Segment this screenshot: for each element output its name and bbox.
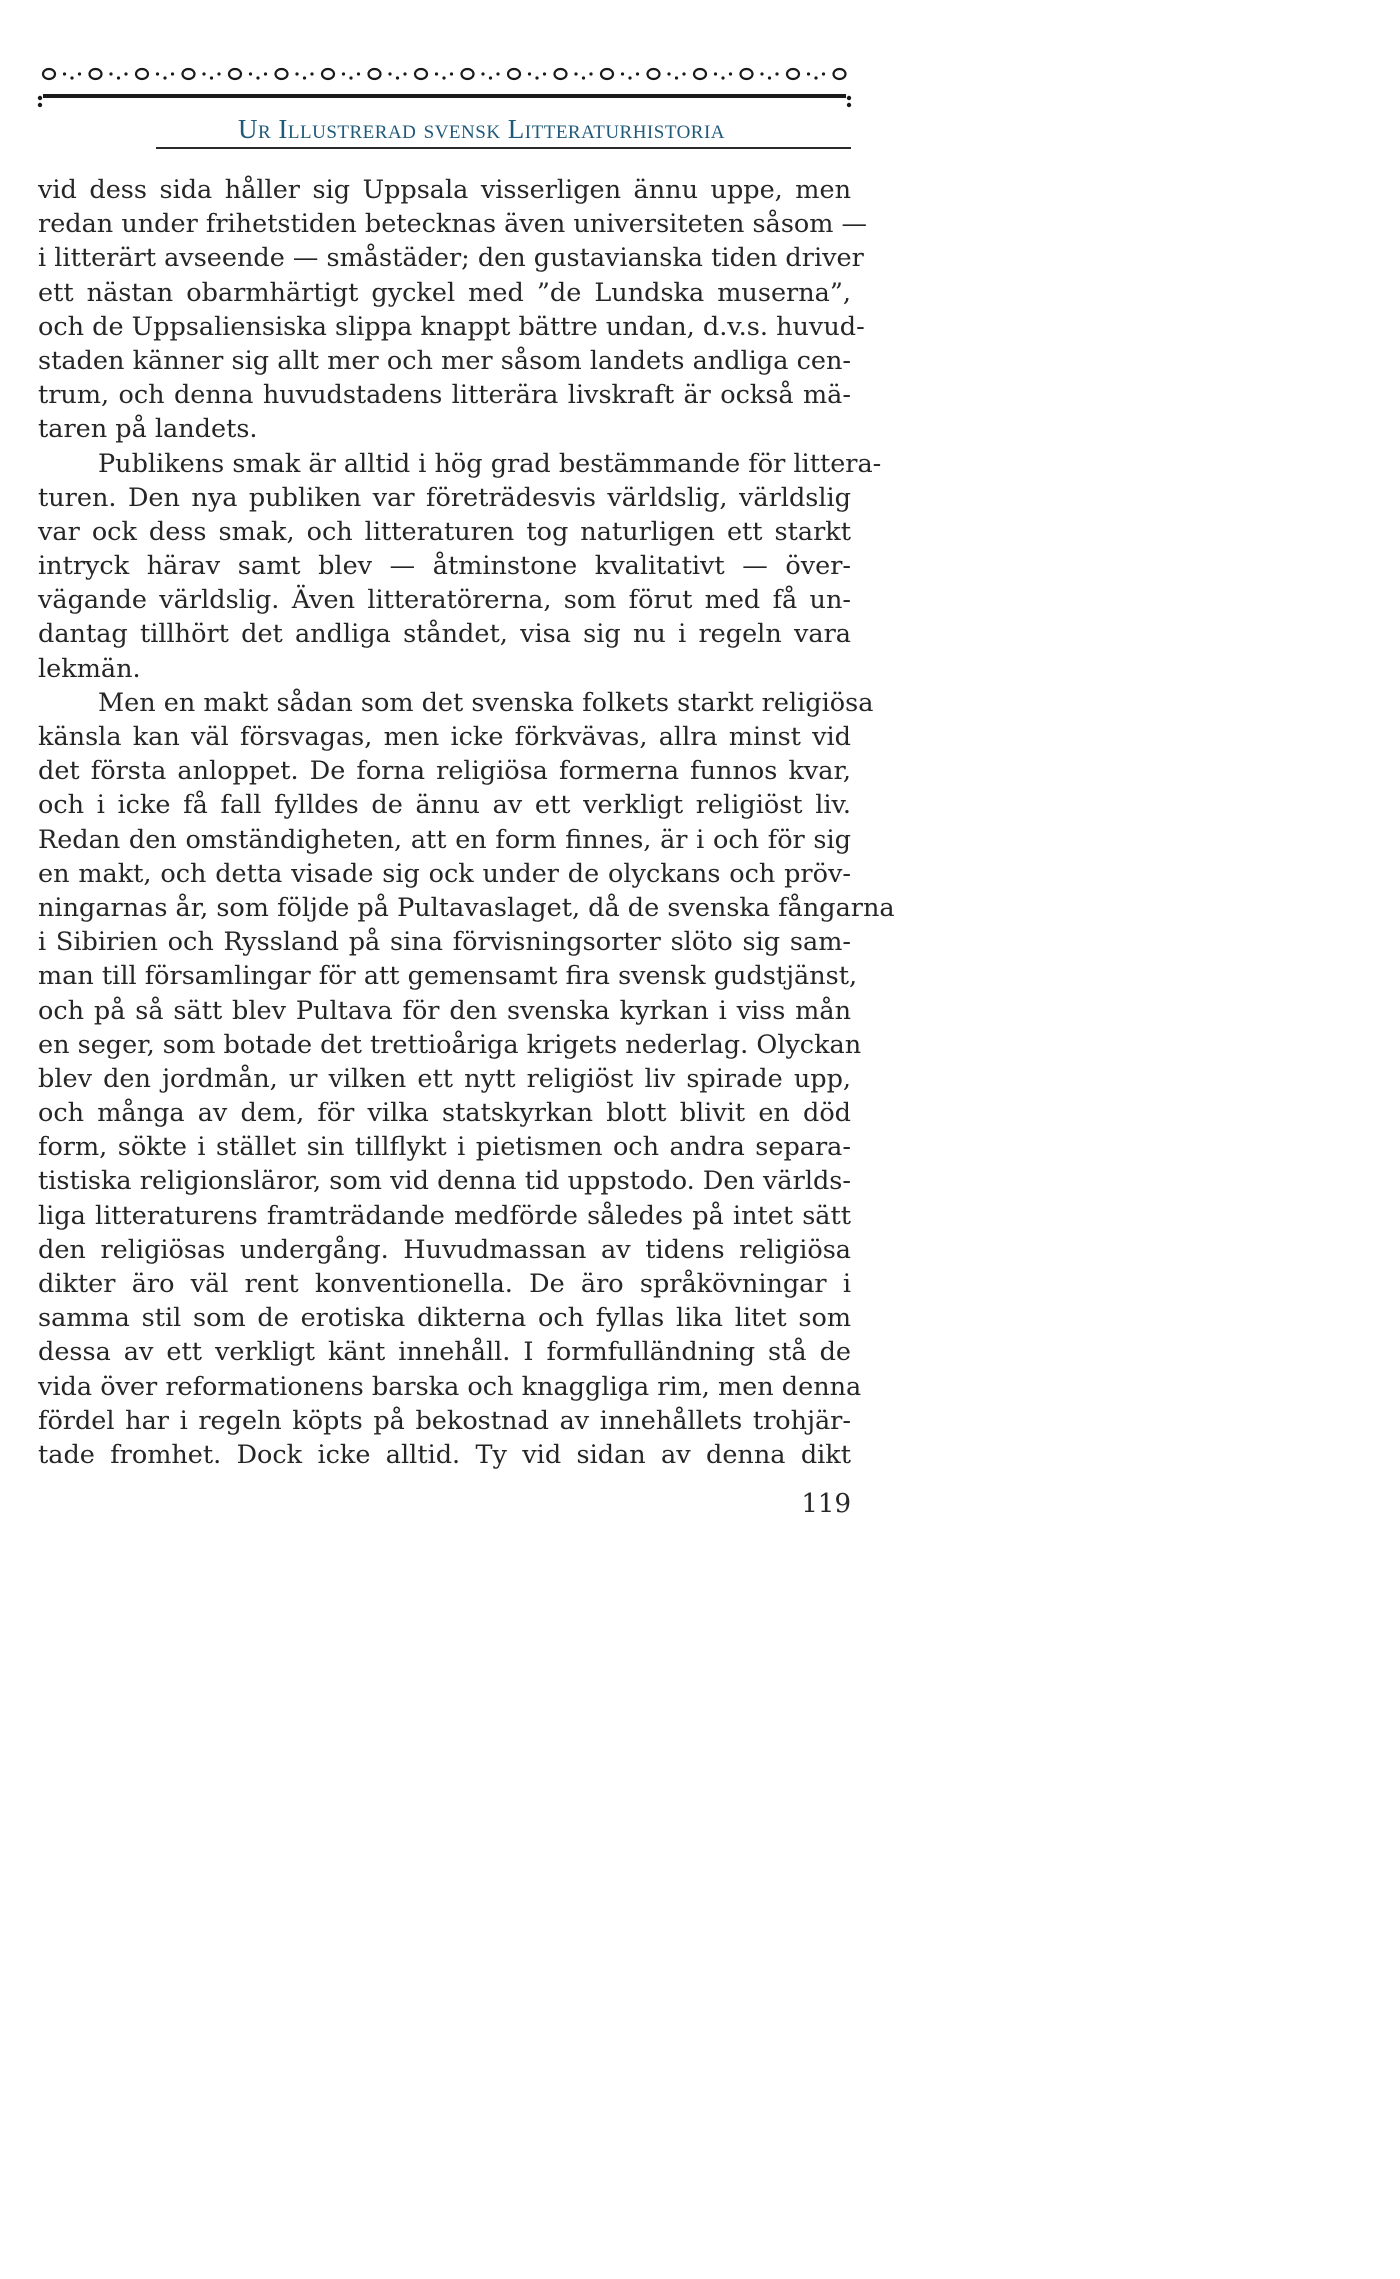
- ornament-dot: [217, 72, 220, 75]
- text-line: Publikens smak är alltid i hög grad bestämmande för littera-: [98, 448, 882, 479]
- ornament-dot: [729, 72, 732, 75]
- text-line: turen. Den nya publiken var företrädesvis världslig, världslig: [38, 482, 851, 513]
- ornament-ring: [183, 69, 195, 79]
- ornament-dot: [357, 72, 360, 75]
- running-head: Ur Illustrerad svensk Litteraturhistoria: [237, 114, 726, 144]
- text-line: man till församlingar för att gemensamt fira svensk gudstjänst,: [38, 961, 858, 992]
- ornament-dot: [760, 72, 763, 75]
- ornament-dot: [256, 76, 259, 79]
- text-line: vid dess sida håller sig Uppsala visserligen ännu uppe, men: [38, 175, 851, 205]
- ornament-dot: [535, 76, 538, 79]
- page-number: 119: [801, 1489, 851, 1519]
- ornament-dot: [496, 72, 499, 75]
- ornament-ring: [508, 69, 520, 79]
- ornament-dot: [807, 72, 810, 75]
- text-line: Redan den omständigheten, att en form finnes, är i och för sig: [38, 824, 851, 855]
- ornament-ring: [369, 69, 381, 79]
- ornament-dot: [202, 72, 205, 75]
- ornament-ring: [834, 69, 846, 79]
- text-line: det första anloppet. De forna religiösa formerna funnos kvar,: [38, 756, 851, 787]
- text-line: i Sibirien och Ryssland på sina förvisningsorter slöto sig sam-: [38, 927, 851, 958]
- ornament-ring: [555, 69, 567, 79]
- ornament-ring: [415, 69, 427, 79]
- text-line: form, sökte i stället sin tillflykt i pietismen och andra separa-: [38, 1132, 851, 1163]
- text-line: staden känner sig allt mer och mer såsom landets andliga cen-: [38, 345, 851, 376]
- ornament-ring: [462, 69, 474, 79]
- ornament-dot: [388, 72, 391, 75]
- ornament-dot: [775, 72, 778, 75]
- ornament-dot: [210, 76, 213, 79]
- ornament-dot: [310, 72, 313, 75]
- ornament-dot: [822, 72, 825, 75]
- text-line: en seger, som botade det trettioåriga krigets nederlag. Olyckan: [38, 1029, 862, 1060]
- text-line: trum, och denna huvudstadens litterära livskraft är också mä-: [38, 380, 851, 411]
- text-line: lekmän.: [38, 653, 141, 684]
- ornament-ring: [229, 69, 241, 79]
- ornament-dot: [163, 76, 166, 79]
- ornament-dot: [295, 72, 298, 75]
- ornament-dot: [621, 72, 624, 75]
- text-line: samma stil som de erotiska dikterna och fyllas lika litet som: [38, 1303, 851, 1334]
- ornament-dot: [303, 76, 306, 79]
- text-line: redan under frihetstiden betecknas även universiteten såsom —: [38, 209, 868, 240]
- ornament-dot: [667, 72, 670, 75]
- text-line: och i icke få fall fylldes de ännu av ett verkligt religiöst liv.: [38, 790, 851, 821]
- ornament-dot: [342, 72, 345, 75]
- ornament-ring: [322, 69, 334, 79]
- ornament-dot: [543, 72, 546, 75]
- ornament-dot: [489, 76, 492, 79]
- ornament-dot: [814, 76, 817, 79]
- ornament-ring: [601, 69, 613, 79]
- ornament-dot: [156, 72, 159, 75]
- text-line: känsla kan väl försvagas, men icke förkvävas, allra minst vid: [38, 722, 851, 752]
- ornament-dot: [63, 72, 66, 75]
- text-line: blev den jordmån, ur vilken ett nytt religiöst liv spirade upp,: [38, 1063, 851, 1094]
- text-line: vägande världslig. Även litteratörerna, som förut med få un-: [38, 585, 851, 616]
- ornament-dot: [714, 72, 717, 75]
- ornament-dot: [450, 72, 453, 75]
- ornament-dot: [636, 72, 639, 75]
- text-line: liga litteraturens framträdande medförde således på intet sätt: [38, 1200, 851, 1231]
- ornament-dot: [768, 76, 771, 79]
- ornament-dot: [442, 76, 445, 79]
- ornament-dot: [589, 72, 592, 75]
- ornament-dot: [403, 72, 406, 75]
- ornament-dot: [117, 76, 120, 79]
- ornament-dot: [249, 72, 252, 75]
- ornament-dot: [435, 72, 438, 75]
- ornament-ring: [787, 69, 799, 79]
- header-rule: [156, 147, 851, 149]
- ornament-dot: [721, 76, 724, 79]
- text-line: och på så sätt blev Pultava för den svenska kyrkan i viss mån: [38, 995, 851, 1026]
- ornament-dot: [574, 72, 577, 75]
- text-line: Men en makt sådan som det svenska folkets starkt religiösa: [98, 687, 874, 718]
- text-line: var ock dess smak, och litteraturen tog naturligen ett starkt: [38, 516, 851, 547]
- ornament-dot: [675, 76, 678, 79]
- ornament-dot: [109, 72, 112, 75]
- text-line: en makt, och detta visade sig ock under de olyckans och pröv-: [38, 858, 851, 889]
- text-line: dikter äro väl rent konventionella. De äro språkövningar i: [38, 1269, 851, 1299]
- decorative-border-ornament: [37, 60, 852, 112]
- text-line: i litterärt avseende — småstäder; den gustavianska tiden driver: [38, 243, 864, 274]
- ornament-dot: [396, 76, 399, 79]
- ornament-dot: [70, 76, 73, 79]
- page-body: [38, 173, 895, 1472]
- text-line: vida över reformationens barska och knaggliga rim, men denna: [38, 1371, 862, 1402]
- ornament-dot: [628, 76, 631, 79]
- text-line: och de Uppsaliensiska slippa knappt bättre undan, d.v.s. huvud-: [38, 311, 865, 342]
- text-line: taren på landets.: [38, 414, 258, 445]
- ornament-ring: [136, 69, 148, 79]
- ornament-ring: [276, 69, 288, 79]
- ornament-ring: [43, 69, 55, 79]
- text-line: och många av dem, för vilka statskyrkan blott blivit en död: [38, 1098, 851, 1129]
- ornament-dot: [528, 72, 531, 75]
- text-line: den religiösas undergång. Huvudmassan av tidens religiösa: [38, 1234, 851, 1265]
- ornament-dot: [124, 72, 127, 75]
- ornament-ring: [90, 69, 102, 79]
- text-line: dantag tillhört det andliga ståndet, visa sig nu i regeln vara: [38, 619, 851, 650]
- text-line: ningarnas år, som följde på Pultavaslaget, då de svenska fångarna: [38, 892, 895, 923]
- ornament-dot: [349, 76, 352, 79]
- text-line: tade fromhet. Dock icke alltid. Ty vid sidan av denna dikt: [38, 1439, 851, 1470]
- ornament-dot: [481, 72, 484, 75]
- text-line: dessa av ett verkligt känt innehåll. I formfulländning stå de: [38, 1337, 851, 1368]
- ornament-ring: [741, 69, 753, 79]
- text-line: ett nästan obarmhärtigt gyckel med ”de Lundska muserna”,: [38, 277, 851, 308]
- ornament-dot: [78, 72, 81, 75]
- ornament-dot: [264, 72, 267, 75]
- ornament-dot: [171, 72, 174, 75]
- ornament-ring: [694, 69, 706, 79]
- ornament-ring: [648, 69, 660, 79]
- ornament-dot: [682, 72, 685, 75]
- text-line: fördel har i regeln köpts på bekostnad av innehållets trohjär-: [38, 1405, 851, 1436]
- text-line: tistiska religionsläror, som vid denna tid uppstodo. Den världs-: [38, 1166, 851, 1197]
- text-line: intryck härav samt blev — åtminstone kvalitativt — över-: [38, 551, 851, 582]
- ornament-dot: [582, 76, 585, 79]
